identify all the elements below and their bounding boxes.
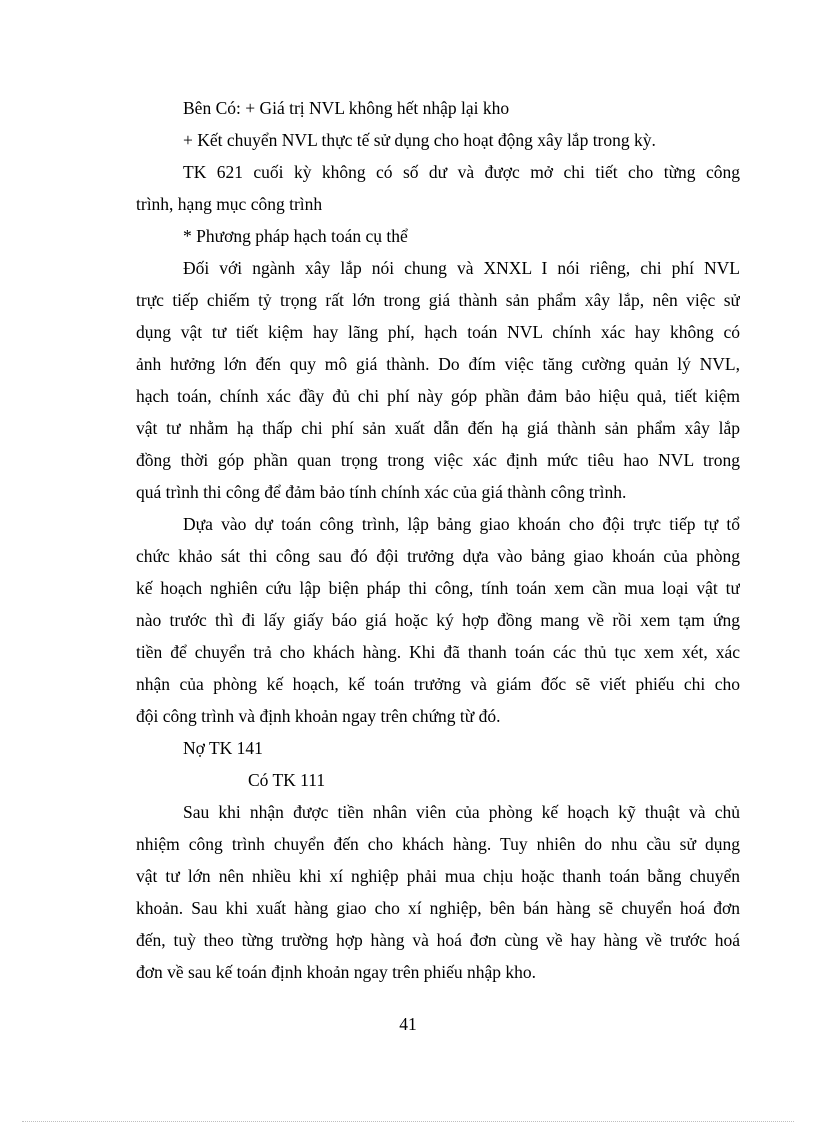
text-line: khoản. Sau khi xuất hàng giao cho xí nghiệp, bên bán hàng sẽ chuyển hoá đơn — [136, 898, 740, 918]
page-number: 41 — [399, 1014, 417, 1034]
journal-credit-entry: Có TK 111 — [248, 770, 326, 790]
text-line: trực tiếp chiếm tỷ trọng rất lớn trong giá thành sản phẩm xây lắp, nên việc sử — [136, 290, 740, 310]
text-line: nào trước thì đi lấy giấy báo giá hoặc ký hợp đồng mang về rồi xem tạm ứng — [136, 610, 740, 630]
text-line: đến, tuỳ theo từng trường hợp hàng và hoá đơn cùng về hay hàng về trước hoá — [136, 930, 740, 950]
text-line: Sau khi nhận được tiền nhân viên của phòng kế hoạch kỹ thuật và chủ — [183, 802, 740, 822]
text-line: chức khảo sát thi công sau đó đội trưởng dựa vào bảng giao khoán của phòng — [136, 546, 740, 566]
text-line: kế hoạch nghiên cứu lập biện pháp thi công, tính toán xem cần mua loại vật tư — [136, 578, 740, 598]
text-line: hạch toán, chính xác đầy đủ chi phí này góp phần đảm bảo hiệu quả, tiết kiệm — [136, 386, 740, 406]
text-line: đội công trình và định khoản ngay trên chứng từ đó. — [136, 706, 501, 726]
text-line: vật tư lớn nên nhiều khi xí nghiệp phải mua chịu hoặc thanh toán bằng chuyển — [136, 866, 740, 886]
text-line: dụng vật tư tiết kiệm hay lãng phí, hạch toán NVL chính xác hay không có — [136, 322, 740, 342]
text-line: trình, hạng mục công trình — [136, 194, 323, 214]
text-line: + Kết chuyển NVL thực tế sử dụng cho hoạt động xây lắp trong kỳ. — [183, 130, 656, 150]
text-line: ảnh hưởng lớn đến quy mô giá thành. Do đím việc tăng cường quản lý NVL, — [136, 354, 740, 374]
text-line: nhận của phòng kế hoạch, kế toán trưởng và giám đốc sẽ viết phiếu chi cho — [136, 674, 740, 694]
page-bottom-divider — [22, 1121, 794, 1122]
text-line: Dựa vào dự toán công trình, lập bảng giao khoán cho đội trực tiếp tự tổ — [183, 514, 740, 534]
text-line: Bên Có: + Giá trị NVL không hết nhập lại kho — [183, 98, 510, 118]
text-line: nhiệm công trình chuyển đến cho khách hàng. Tuy nhiên do nhu cầu sử dụng — [136, 834, 740, 854]
text-line: TK 621 cuối kỳ không có số dư và được mở chi tiết cho từng công — [183, 162, 740, 182]
text-line: Đối với ngành xây lắp nói chung và XNXL I nói riêng, chi phí NVL — [183, 258, 740, 278]
text-line: tiền để chuyển trả cho khách hàng. Khi đã thanh toán các thủ tục xem xét, xác — [136, 642, 740, 662]
journal-debit-entry: Nợ TK 141 — [183, 738, 263, 758]
text-line: vật tư nhằm hạ thấp chi phí sản xuất dẫn đến hạ giá thành sản phẩm xây lắp — [136, 418, 740, 438]
document-body — [136, 92, 740, 988]
text-line: đơn về sau kế toán định khoản ngay trên phiếu nhập kho. — [136, 962, 536, 982]
text-line: quá trình thi công để đảm bảo tính chính xác của giá thành công trình. — [136, 482, 627, 502]
section-heading: * Phương pháp hạch toán cụ thể — [183, 226, 408, 246]
text-line: đồng thời góp phần quan trọng trong việc xác định mức tiêu hao NVL trong — [136, 450, 740, 470]
